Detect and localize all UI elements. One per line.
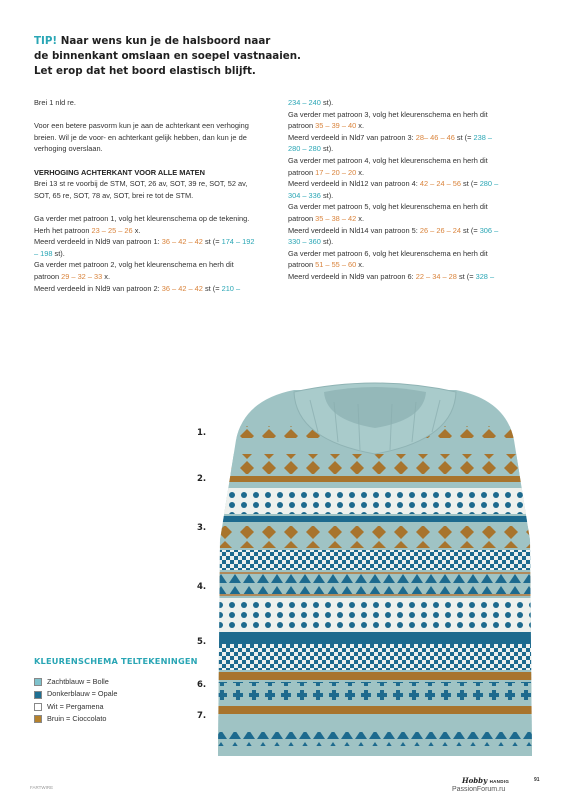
swatch-dark-blue [34, 691, 42, 699]
legend-title: KLEURENSCHEMA TELTEKENINGEN [34, 656, 198, 666]
row-label-2: 2. [197, 474, 207, 484]
tip-line-2: de binnenkant omslaan en soepel vastnaaien. [34, 50, 301, 62]
row-label-1: 1. [197, 428, 207, 438]
section-heading: VERHOGING ACHTERKANT VOOR ALLE MATEN [34, 167, 205, 177]
tip-line-3: Let erop dat het boord elastisch blijft. [34, 65, 256, 77]
row-label-4: 4. [197, 582, 207, 592]
legend-item: Donkerblauw = Opale [34, 688, 117, 700]
swatch-white [34, 703, 42, 711]
color-legend [34, 676, 117, 726]
legend-item: Zachtblauw = Bolle [34, 676, 117, 688]
tip-box [34, 34, 334, 79]
row-label-3: 3. [197, 523, 207, 533]
tip-line-1: TIP! Naar wens kun je de halsboord naar [34, 35, 271, 47]
legend-item: Bruin = Cioccolato [34, 713, 117, 725]
watermark: PassionForum.ru [452, 786, 506, 793]
tip-label: TIP! [34, 35, 58, 47]
magazine-logo: Hobby HANDIG [462, 776, 510, 785]
legend-item: Wit = Pergamena [34, 701, 117, 713]
row-label-6: 6. [197, 680, 207, 690]
sweater-photo [214, 380, 536, 758]
row-label-7: 7. [197, 711, 207, 721]
footer-credit: FARTWIRE [30, 785, 54, 790]
row-label-5: 5. [197, 637, 207, 647]
swatch-brown [34, 715, 42, 723]
instructions-right-column: 234 – 240 st). Ga verder met patroon 3, volg het kleurenschema en herh dit patroon 35 – 39 – 40 x. Meerd verdeeld in Nld7 van patroon 3: 28– 46 – 46 st (= 238 – 280 – 280 st). Ga verder met patroon 4, volg het kleurenschema en herh dit patroon 17 – 20 – 20 x. Meerd verdeeld in Nld12 van patroon 4: 42 – 24 – 56 st (= 280 – 304 – 336 st). Ga verder met patroon 5, volg het kleurenschema en herh dit patroon 35 – 38 – 42 x. Meerd verdeeld in Nld14 van patroon 5: 26 – 26 – 24 st (= 306 – 330 – 360 st). Ga verder met patroon 6, volg het kleurenschema en herh dit patroon 51 – 55 – 60 x. Meerd verdeeld in Nld9 van patroon 6: 22 – 34 – 28 st (= 328 – [288, 98, 499, 281]
swatch-light-blue [34, 678, 42, 686]
page-number: 91 [534, 777, 540, 783]
instructions-left-column: Brei 1 nld re. Voor een betere pasvorm kun je aan de achterkant een verhoging breien. Wil je de voor- en achterkant gelijk hebben, dan kun je de verhoging overslaan. VERHOGING ACHTERKANT VOOR ALLE MATEN Brei 13 st re voorbij de STM, SOT, 26 av, SOT, 39 re, SOT, 52 av, SOT, 65 re, SOT, 78 av, SOT, brei re tot de STM. Ga verder met patroon 1, volg het kleurenschema op de tekening. Herh het patroon 23 – 25 – 26 x. Meerd verdeeld in Nld9 van patroon 1: 36 – 42 – 42 st (= 174 – 192 – 198 st). Ga verder met patroon 2, volg het kleurenschema en herh dit patroon 29 – 32 – 33 x. Meerd verdeeld in Nld9 van patroon 2: 36 – 42 – 42 st (= 210 – [34, 97, 274, 294]
